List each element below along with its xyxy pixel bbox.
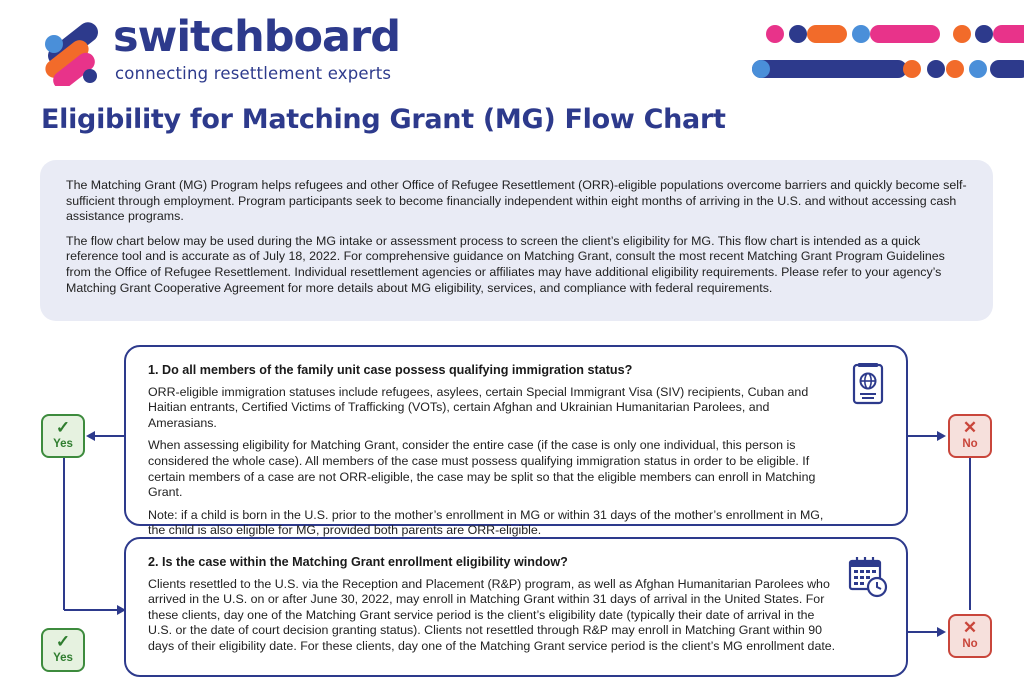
question-paragraph: When assessing eligibility for Matching Grant, consider the entire case (if the case is only one individual, this person is considered the whole case). All members of the case must possess qualifying immigration status in order to be eligible. If certain members of a case are not ORR-eligible, the case may be split so that the eligible members can enroll in Matching Grant.: [148, 438, 816, 500]
question-heading: 1. Do all members of the family unit case possess qualifying immigration status?: [148, 363, 633, 377]
question-paragraph: ORR-eligible immigration statuses include refugees, asylees, certain Special Immigrant Visa (SIV) recipients, Cuban and Haitian entrants, Certified Victims of Trafficking (VOTs), certain Afghan and Ukrainian Humanitarian Parolees, and Amerasians.: [148, 384, 809, 430]
passport-icon: [848, 363, 888, 407]
question-paragraph: Note: if a child is born in the U.S. prior to the mother’s enrollment in MG or within 31 days of the mother’s enrollment in MG, the child is also eligible for MG, provided both parents are ORR-eligible.: [148, 507, 824, 538]
intro-paragraph: The Matching Grant (MG) Program helps refugees and other Office of Refugee Resettlement (ORR)-eligible populations overcome barriers and quickly become self-sufficient through employment. Program participants seek to become financially independent within eight months of arriving in the U.S. and without accessing cash assistance programs.: [66, 178, 967, 224]
yes-badge: [41, 414, 85, 458]
yes-label: Yes: [53, 652, 73, 664]
no-label: No: [962, 638, 978, 650]
check-icon: ✓: [55, 632, 71, 651]
yes-badge: [41, 628, 85, 672]
question-box-1: [124, 345, 908, 538]
calendar-clock-icon: [848, 555, 888, 599]
brand-name: switchboard: [113, 12, 401, 62]
check-icon: ✓: [55, 418, 71, 437]
x-icon: ✕: [962, 418, 978, 437]
question-paragraph: Clients resettled to the U.S. via the Reception and Placement (R&P) program, as well as Afghan Humanitarian Parolees who arrived in the U.S. on or after June 30, 2022, may enroll in Matching Grant within 31 days of arrival in the United States. For these clients, day one of the Matching Grant service period is the client’s eligibility date (typically their date of arrival in the U.S. or the date of court decision granting status). Clients not resettled through R&P may enroll in Matching Grant within 90 days of their eligibility date. For these clients, day one of the Matching Grant service period is the client’s MG enrollment date.: [148, 576, 836, 653]
brand-tagline: connecting resettlement experts: [115, 64, 392, 83]
no-label: No: [962, 438, 978, 450]
no-badge: [948, 414, 992, 458]
no-badge: [948, 614, 992, 658]
intro-paragraph: The flow chart below may be used during the MG intake or assessment process to screen the client’s eligibility for MG. This flow chart is intended as a quick reference tool and is accurate as of July 18, 2022. For comprehensive guidance on Matching Grant, consult the most recent Matching Grant Program Guidelines from the Office of Refugee Resettlement. Individual resettlement agencies or affiliates may have additional eligibility requirements. Please refer to your agency’s Matching Grant Cooperative Agreement for more details about MG eligibility, services, and compliance with federal requirements.: [66, 233, 945, 295]
question-heading: 2. Is the case within the Matching Grant enrollment eligibility window?: [148, 555, 568, 569]
page-title: Eligibility for Matching Grant (MG) Flow Chart: [41, 104, 726, 135]
yes-label: Yes: [53, 438, 73, 450]
question-box-2: [124, 537, 908, 677]
x-icon: ✕: [962, 618, 978, 637]
